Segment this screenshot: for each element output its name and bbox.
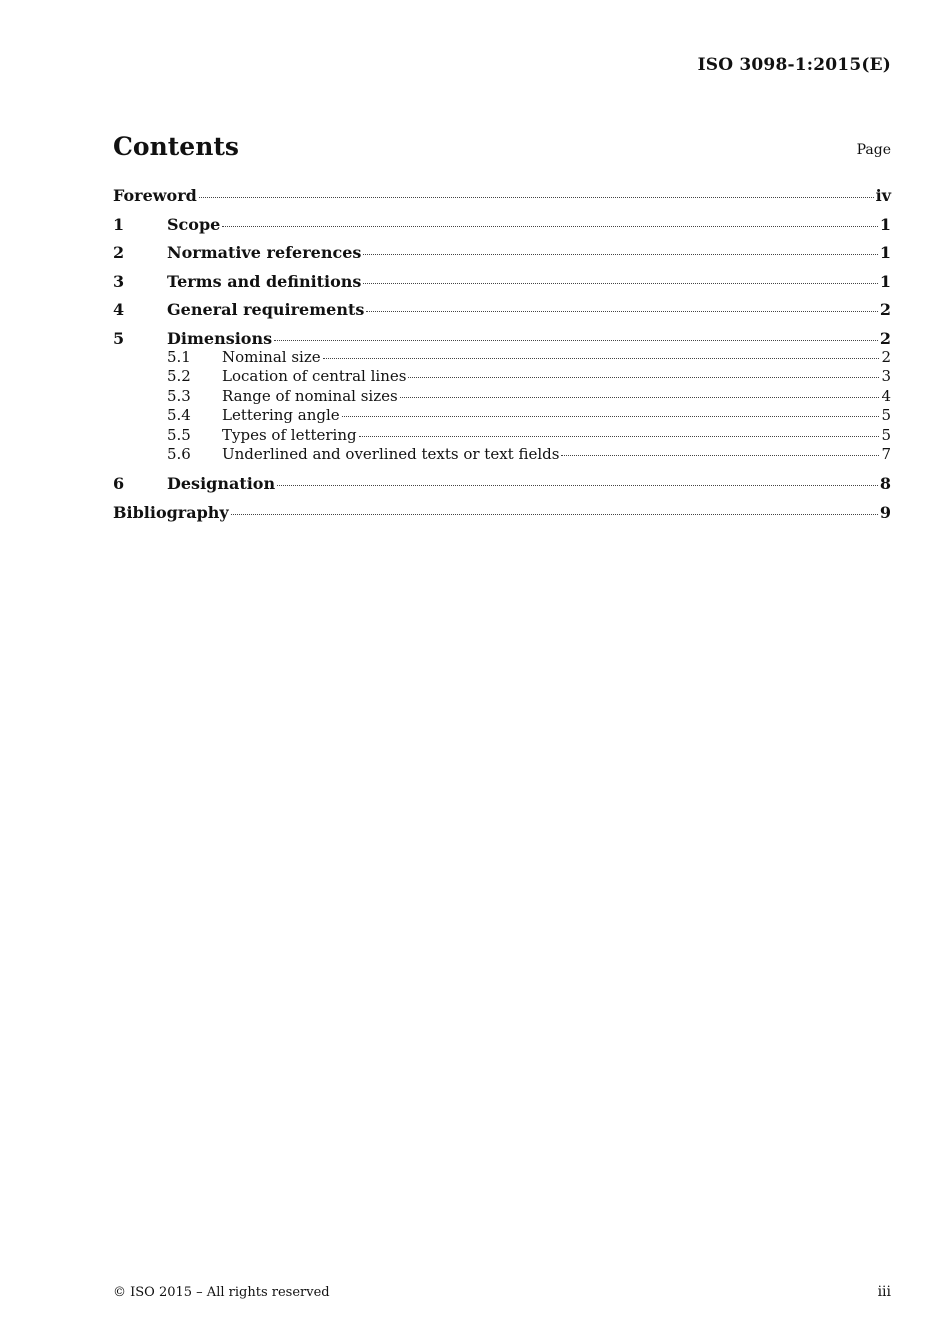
toc-entry-designation[interactable] [113, 473, 891, 502]
toc-subentry-title: Types of lettering [222, 425, 357, 444]
toc-entry-title: Scope [167, 214, 221, 234]
toc-leader-dots [342, 416, 880, 417]
toc-subentry-page: 5 [881, 406, 891, 425]
toc-subentry-nominal-size[interactable] [113, 348, 891, 368]
page-column-label: Page [856, 142, 891, 158]
toc-leader-dots [231, 514, 878, 515]
toc-leader-dots [222, 226, 878, 227]
toc-entry-number: 1 [113, 214, 125, 234]
document-id: ISO 3098-1:2015(E) [697, 55, 891, 75]
contents-heading: Contents [113, 132, 240, 161]
toc-subentry-page: 2 [881, 347, 891, 366]
toc-subentry-number: 5.4 [167, 406, 191, 425]
toc-entry-dimensions[interactable] [113, 328, 891, 348]
toc-entry-title: Bibliography [113, 503, 229, 523]
toc-leader-dots [366, 311, 878, 312]
toc-subentry-title: Range of nominal sizes [222, 386, 398, 405]
toc-subentry-number: 5.5 [167, 425, 191, 444]
toc-subentry-range-of-nominal-sizes[interactable] [113, 387, 891, 407]
toc-subentry-location-of-central-lines[interactable] [113, 367, 891, 387]
table-of-contents [113, 185, 891, 531]
toc-leader-dots [277, 485, 878, 486]
toc-entry-page: 9 [879, 503, 891, 523]
toc-subentry-title: Nominal size [222, 347, 321, 366]
toc-subentry-page: 3 [881, 367, 891, 386]
toc-subentry-types-of-lettering[interactable] [113, 426, 891, 446]
toc-entry-bibliography[interactable] [113, 502, 891, 531]
toc-entry-foreword[interactable] [113, 185, 891, 214]
toc-leader-dots [359, 436, 880, 437]
toc-leader-dots [363, 283, 877, 284]
toc-subentry-number: 5.6 [167, 445, 191, 464]
toc-subentry-number: 5.1 [167, 347, 191, 366]
toc-subentry-title: Lettering angle [222, 406, 340, 425]
toc-subentry-underlined-and-overlined-texts[interactable] [113, 445, 891, 473]
toc-entry-title: General requirements [167, 300, 365, 320]
toc-subentry-page: 7 [881, 445, 891, 464]
toc-subentry-title: Underlined and overlined texts or text fields [222, 445, 560, 464]
toc-entry-general-requirements[interactable] [113, 299, 891, 328]
toc-entry-page: 1 [879, 243, 891, 263]
toc-entry-page: 2 [879, 328, 891, 348]
toc-entry-number: 2 [113, 243, 125, 263]
toc-leader-dots [363, 254, 877, 255]
toc-entry-scope[interactable] [113, 214, 891, 243]
toc-entry-page: 1 [879, 271, 891, 291]
toc-entry-page: 1 [879, 214, 891, 234]
toc-entry-number: 4 [113, 300, 125, 320]
toc-leader-dots [408, 377, 879, 378]
toc-entry-page: 8 [879, 474, 891, 494]
footer-page-number: iii [877, 1284, 891, 1300]
toc-subentry-number: 5.2 [167, 367, 191, 386]
toc-entry-title: Normative references [167, 243, 362, 263]
toc-entry-title: Dimensions [167, 328, 273, 348]
toc-subentry-page: 4 [881, 386, 891, 405]
toc-entry-number: 3 [113, 271, 125, 291]
toc-subentry-number: 5.3 [167, 386, 191, 405]
toc-subentry-title: Location of central lines [222, 367, 407, 386]
toc-leader-dots [274, 340, 878, 341]
toc-leader-dots [323, 358, 880, 359]
toc-entry-normative-references[interactable] [113, 242, 891, 271]
toc-entry-terms-and-definitions[interactable] [113, 271, 891, 300]
toc-entry-number: 6 [113, 474, 125, 494]
toc-entry-title: Foreword [113, 186, 197, 205]
footer-copyright: © ISO 2015 – All rights reserved [113, 1285, 330, 1300]
toc-leader-dots [400, 397, 880, 398]
toc-subentry-page: 5 [881, 425, 891, 444]
toc-leader-dots [561, 455, 879, 456]
toc-entry-page: iv [875, 186, 891, 205]
toc-entry-title: Designation [167, 474, 276, 494]
toc-entry-number: 5 [113, 328, 125, 348]
toc-entry-page: 2 [879, 300, 891, 320]
toc-leader-dots [199, 197, 874, 198]
toc-subentry-lettering-angle[interactable] [113, 406, 891, 426]
toc-entry-title: Terms and definitions [167, 271, 362, 291]
